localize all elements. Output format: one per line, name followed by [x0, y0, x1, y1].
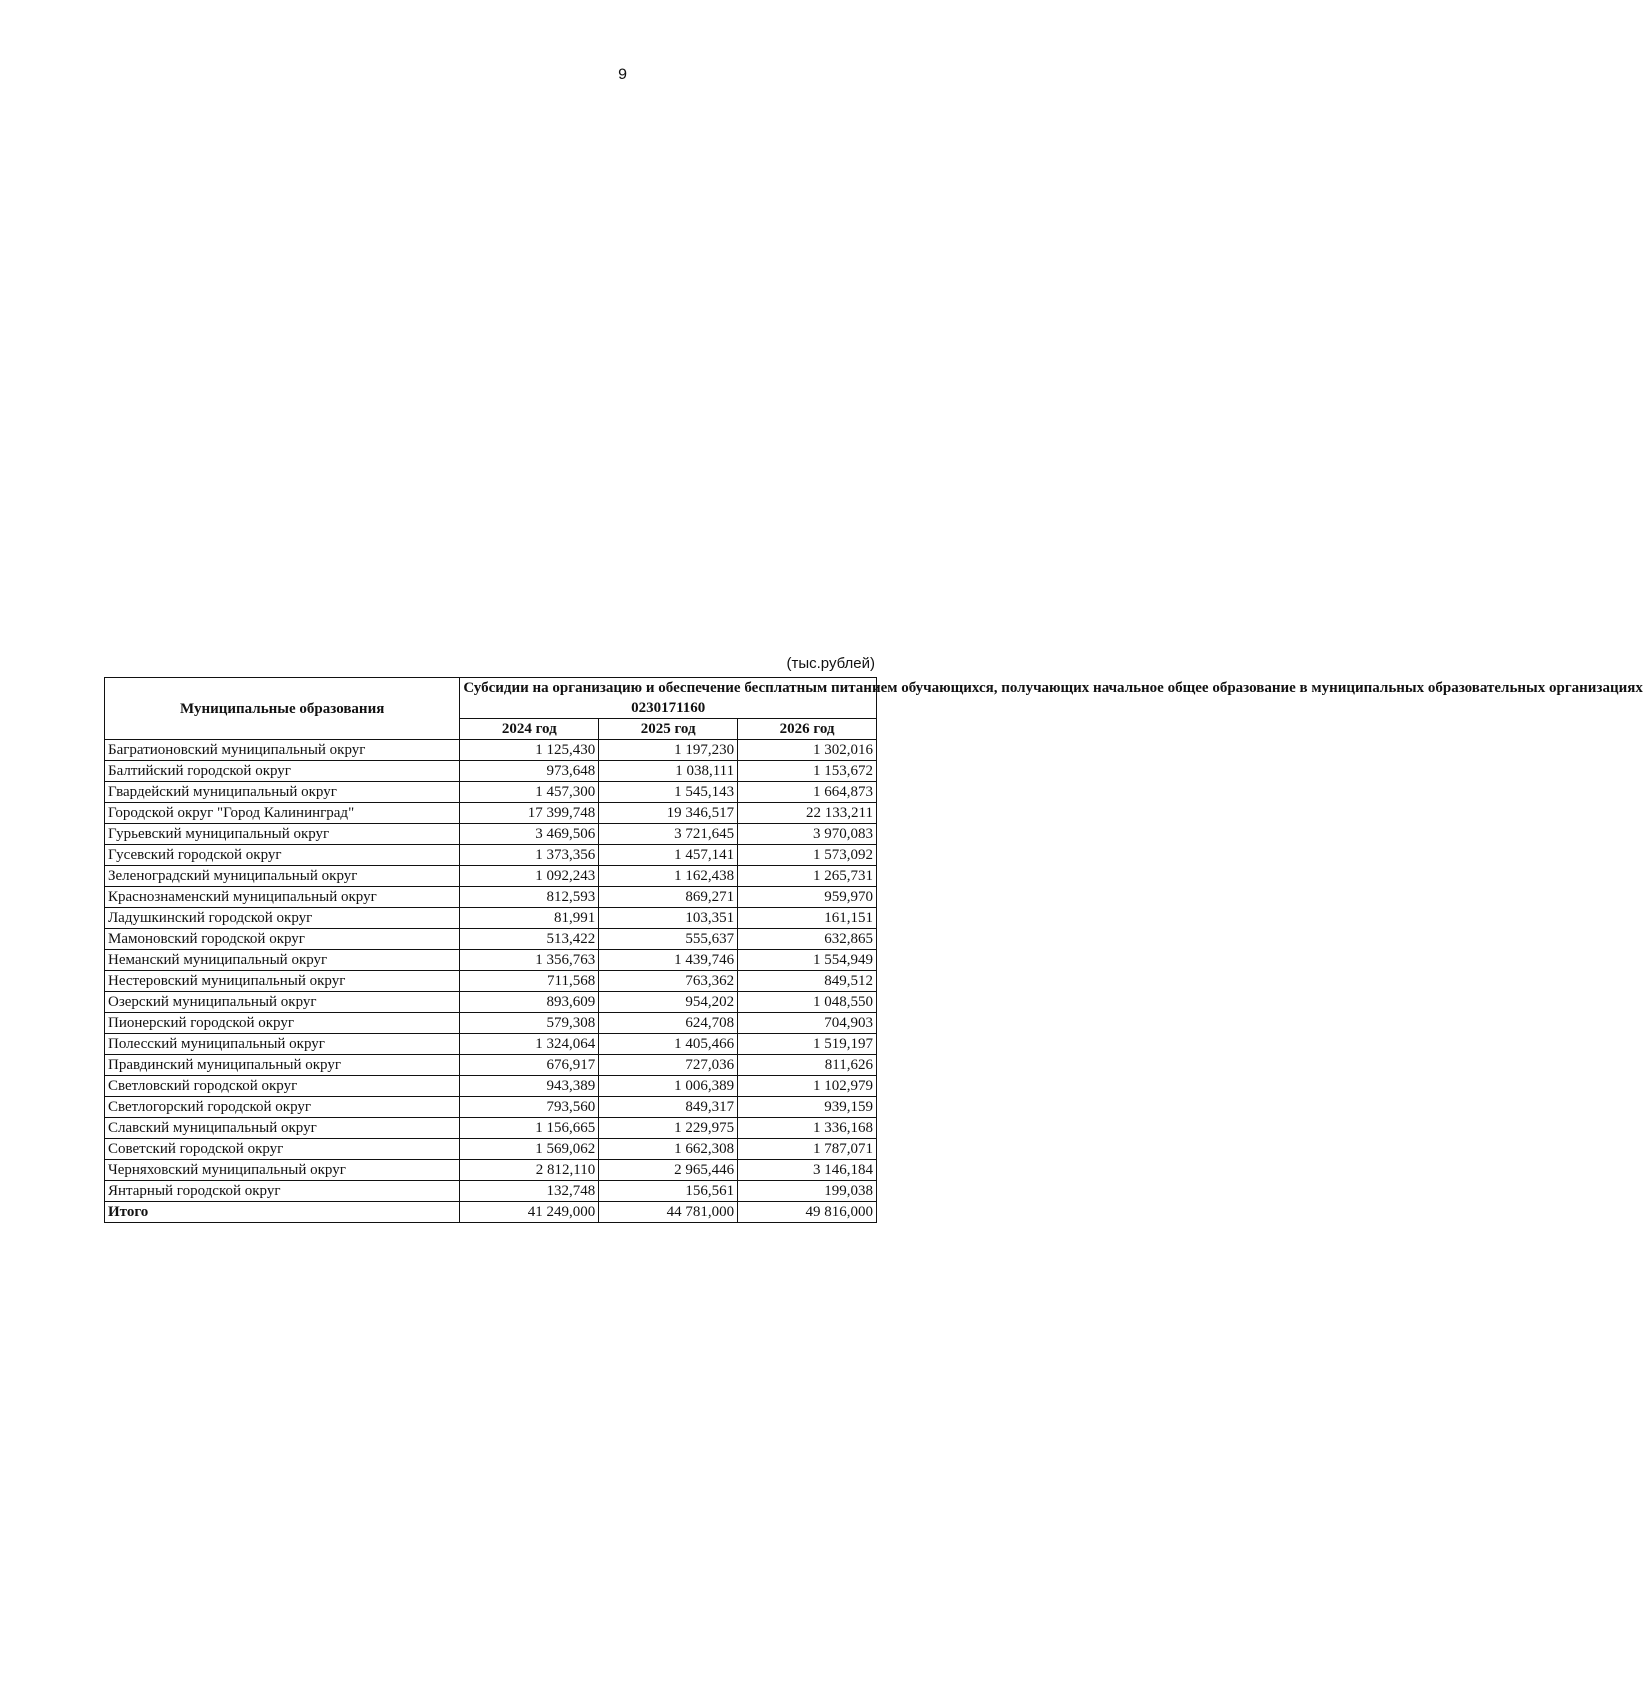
page-number: 9	[617, 66, 628, 84]
value-2024: 2 812,110	[460, 1160, 599, 1181]
value-2024: 1 156,665	[460, 1118, 599, 1139]
value-2025: 1 545,143	[599, 782, 738, 803]
value-2024: 579,308	[460, 1013, 599, 1034]
subsidy-column-header	[460, 678, 1643, 719]
value-2025: 555,637	[599, 929, 738, 950]
value-2025: 1 662,308	[599, 1139, 738, 1160]
total-row	[105, 1202, 877, 1223]
value-2024: 812,593	[460, 887, 599, 908]
value-2026: 1 048,550	[738, 992, 877, 1013]
table-row	[105, 950, 877, 971]
municipality-column-header: Муниципальные образования	[105, 678, 460, 740]
value-2025: 1 405,466	[599, 1034, 738, 1055]
table-row	[105, 1034, 877, 1055]
value-2025: 1 162,438	[599, 866, 738, 887]
municipality-name: Советский городской округ	[105, 1139, 460, 1160]
municipality-name: Гурьевский муниципальный округ	[105, 824, 460, 845]
table-row	[105, 992, 877, 1013]
year-header-2024: 2024 год	[460, 719, 599, 740]
table-row	[105, 782, 877, 803]
table-row	[105, 1160, 877, 1181]
value-2024: 1 457,300	[460, 782, 599, 803]
value-2025: 954,202	[599, 992, 738, 1013]
value-2026: 199,038	[738, 1181, 877, 1202]
table-row	[105, 971, 877, 992]
value-2026: 959,970	[738, 887, 877, 908]
municipality-name: Полесский муниципальный округ	[105, 1034, 460, 1055]
municipality-name: Краснознаменский муниципальный округ	[105, 887, 460, 908]
value-2026: 3 146,184	[738, 1160, 877, 1181]
value-2024: 943,389	[460, 1076, 599, 1097]
value-2026: 849,512	[738, 971, 877, 992]
municipality-name: Гусевский городской округ	[105, 845, 460, 866]
value-2026: 811,626	[738, 1055, 877, 1076]
table-row	[105, 887, 877, 908]
table-row	[105, 1013, 877, 1034]
value-2025: 727,036	[599, 1055, 738, 1076]
value-2026: 1 153,672	[738, 761, 877, 782]
table-row	[105, 1181, 877, 1202]
year-header-2025: 2025 год	[599, 719, 738, 740]
table-row	[105, 929, 877, 950]
table-row	[105, 908, 877, 929]
value-2024: 1 569,062	[460, 1139, 599, 1160]
value-2025: 1 229,975	[599, 1118, 738, 1139]
municipality-name: Итого	[105, 1202, 460, 1223]
value-2024: 1 324,064	[460, 1034, 599, 1055]
value-2026: 1 787,071	[738, 1139, 877, 1160]
value-2026: 161,151	[738, 908, 877, 929]
value-2026: 3 970,083	[738, 824, 877, 845]
value-2025: 44 781,000	[599, 1202, 738, 1223]
value-2025: 1 006,389	[599, 1076, 738, 1097]
value-2024: 17 399,748	[460, 803, 599, 824]
value-2024: 81,991	[460, 908, 599, 929]
municipality-name: Озерский муниципальный округ	[105, 992, 460, 1013]
municipality-name: Янтарный городской округ	[105, 1181, 460, 1202]
value-2025: 3 721,645	[599, 824, 738, 845]
value-2024: 1 356,763	[460, 950, 599, 971]
table-row	[105, 803, 877, 824]
value-2026: 1 664,873	[738, 782, 877, 803]
value-2024: 893,609	[460, 992, 599, 1013]
value-2025: 19 346,517	[599, 803, 738, 824]
value-2024: 1 125,430	[460, 740, 599, 761]
year-header-2026: 2026 год	[738, 719, 877, 740]
value-2026: 22 133,211	[738, 803, 877, 824]
value-2025: 1 439,746	[599, 950, 738, 971]
municipality-name: Гвардейский муниципальный округ	[105, 782, 460, 803]
municipality-name: Черняховский муниципальный округ	[105, 1160, 460, 1181]
value-2024: 973,648	[460, 761, 599, 782]
municipality-name: Светловский городской округ	[105, 1076, 460, 1097]
value-2026: 704,903	[738, 1013, 877, 1034]
table-row	[105, 761, 877, 782]
value-2026: 1 336,168	[738, 1118, 877, 1139]
municipality-name: Светлогорский городской округ	[105, 1097, 460, 1118]
value-2024: 1 092,243	[460, 866, 599, 887]
value-2026: 632,865	[738, 929, 877, 950]
municipality-name: Зеленоградский муниципальный округ	[105, 866, 460, 887]
municipality-name: Неманский муниципальный округ	[105, 950, 460, 971]
value-2025: 1 038,111	[599, 761, 738, 782]
value-2025: 156,561	[599, 1181, 738, 1202]
municipality-name: Балтийский городской округ	[105, 761, 460, 782]
table-row	[105, 866, 877, 887]
value-2025: 624,708	[599, 1013, 738, 1034]
value-2026: 1 302,016	[738, 740, 877, 761]
value-2024: 676,917	[460, 1055, 599, 1076]
subsidy-table	[104, 677, 1643, 1223]
table-row	[105, 740, 877, 761]
table-row	[105, 1118, 877, 1139]
value-2024: 3 469,506	[460, 824, 599, 845]
table-row	[105, 1097, 877, 1118]
value-2026: 1 265,731	[738, 866, 877, 887]
table-row	[105, 1076, 877, 1097]
table-row	[105, 1139, 877, 1160]
value-2025: 763,362	[599, 971, 738, 992]
value-2025: 1 457,141	[599, 845, 738, 866]
table-row	[105, 824, 877, 845]
municipality-name: Пионерский городской округ	[105, 1013, 460, 1034]
value-2024: 41 249,000	[460, 1202, 599, 1223]
value-2026: 1 519,197	[738, 1034, 877, 1055]
municipality-name: Правдинский муниципальный округ	[105, 1055, 460, 1076]
value-2025: 869,271	[599, 887, 738, 908]
value-2026: 1 573,092	[738, 845, 877, 866]
value-2024: 711,568	[460, 971, 599, 992]
value-2024: 1 373,356	[460, 845, 599, 866]
value-2025: 2 965,446	[599, 1160, 738, 1181]
value-2026: 49 816,000	[738, 1202, 877, 1223]
table-row	[105, 845, 877, 866]
municipality-name: Ладушкинский городской округ	[105, 908, 460, 929]
subsidy-title: Субсидии на организацию и обеспечение бесплатным питанием обучающихся, получающих начальное общее образование в муниципальных образовательных организациях	[463, 680, 1643, 696]
value-2026: 1 554,949	[738, 950, 877, 971]
value-2024: 132,748	[460, 1181, 599, 1202]
value-2025: 103,351	[599, 908, 738, 929]
value-2025: 1 197,230	[599, 740, 738, 761]
value-2026: 1 102,979	[738, 1076, 877, 1097]
municipality-name: Городской округ "Город Калининград"	[105, 803, 460, 824]
table-body	[105, 740, 877, 1223]
table-head	[105, 678, 1643, 740]
value-2024: 793,560	[460, 1097, 599, 1118]
subsidy-code: 0230171160	[631, 700, 706, 716]
value-2025: 849,317	[599, 1097, 738, 1118]
units-label: (тыс.рублей)	[786, 655, 875, 672]
table-row	[105, 1055, 877, 1076]
value-2026: 939,159	[738, 1097, 877, 1118]
municipality-name: Багратионовский муниципальный округ	[105, 740, 460, 761]
municipality-name: Славский муниципальный округ	[105, 1118, 460, 1139]
municipality-name: Мамоновский городской округ	[105, 929, 460, 950]
value-2024: 513,422	[460, 929, 599, 950]
municipality-name: Нестеровский муниципальный округ	[105, 971, 460, 992]
